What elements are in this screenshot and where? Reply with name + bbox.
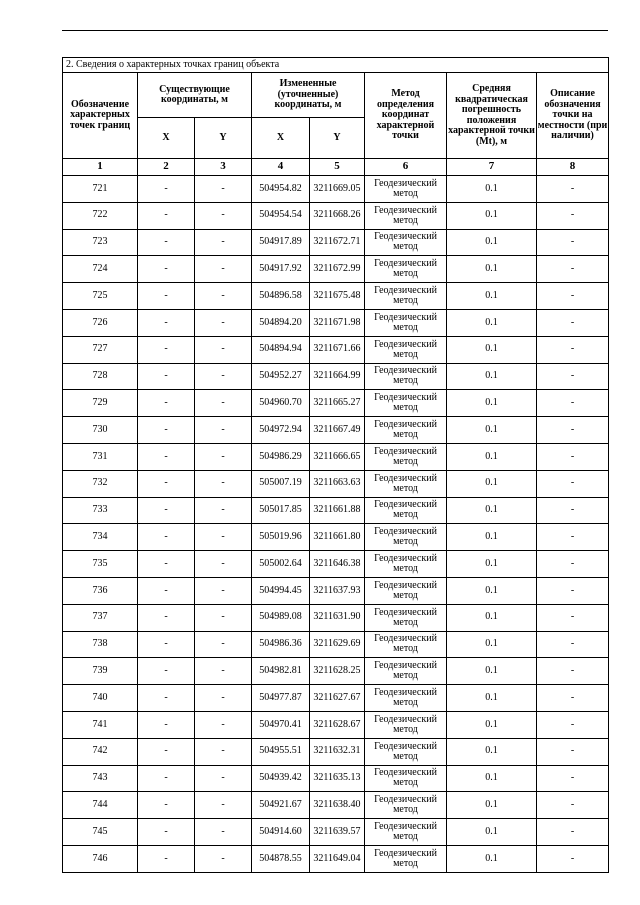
description-cell: - [537,577,609,604]
existing-y-cell: - [195,336,252,363]
table-row [63,283,609,310]
accuracy-cell: 0.1 [447,202,537,229]
table-row [63,819,609,846]
header-row [63,73,609,118]
existing-y-cell: - [195,738,252,765]
description-cell: - [537,390,609,417]
point-cell: 741 [63,711,138,738]
method-cell: Геодезический метод [365,363,447,390]
y-coordinate-cell: 3211672.71 [310,229,365,256]
description-cell: - [537,765,609,792]
table-row [63,604,609,631]
table-row [63,336,609,363]
point-cell: 744 [63,792,138,819]
y-coordinate-cell: 3211669.05 [310,176,365,203]
table-row [63,577,609,604]
x-coordinate-cell: 504972.94 [252,417,310,444]
point-cell: 739 [63,658,138,685]
accuracy-cell: 0.1 [447,819,537,846]
x-coordinate-cell: 504960.70 [252,390,310,417]
table-row [63,363,609,390]
existing-y-cell: - [195,792,252,819]
y-coordinate-cell: 3211639.57 [310,819,365,846]
description-cell: - [537,792,609,819]
description-cell: - [537,524,609,551]
table-row [63,443,609,470]
existing-x-cell: - [138,577,195,604]
table-row [63,176,609,203]
point-cell: 733 [63,497,138,524]
y-coordinate-cell: 3211666.65 [310,443,365,470]
point-cell: 731 [63,443,138,470]
description-cell: - [537,658,609,685]
method-cell: Геодезический метод [365,685,447,712]
method-cell: Геодезический метод [365,845,447,872]
accuracy-cell: 0.1 [447,283,537,310]
accuracy-cell: 0.1 [447,336,537,363]
x-coordinate-cell: 504917.92 [252,256,310,283]
x-coordinate-cell: 504989.08 [252,604,310,631]
point-cell: 725 [63,283,138,310]
point-cell: 740 [63,685,138,712]
table-row [63,470,609,497]
x-coordinate-cell: 504986.29 [252,443,310,470]
y-coordinate-cell: 3211664.99 [310,363,365,390]
accuracy-cell: 0.1 [447,711,537,738]
point-cell: 732 [63,470,138,497]
y-coordinate-cell: 3211635.13 [310,765,365,792]
y-coordinate-cell: 3211629.69 [310,631,365,658]
x-coordinate-cell: 505002.64 [252,551,310,578]
header-changed-y: Y [310,118,365,159]
point-cell: 737 [63,604,138,631]
method-cell: Геодезический метод [365,229,447,256]
x-coordinate-cell: 504917.89 [252,229,310,256]
description-cell: - [537,417,609,444]
y-coordinate-cell: 3211672.99 [310,256,365,283]
point-cell: 735 [63,551,138,578]
description-cell: - [537,256,609,283]
existing-x-cell: - [138,631,195,658]
table-row [63,256,609,283]
existing-y-cell: - [195,176,252,203]
accuracy-cell: 0.1 [447,631,537,658]
column-number: 1 [63,159,138,176]
method-cell: Геодезический метод [365,470,447,497]
accuracy-cell: 0.1 [447,176,537,203]
header-existing-y: Y [195,118,252,159]
table-row [63,711,609,738]
section-title: 2. Сведения о характерных точках границ объекта [63,58,609,73]
description-cell: - [537,604,609,631]
table-row [63,497,609,524]
existing-y-cell: - [195,470,252,497]
description-cell: - [537,363,609,390]
accuracy-cell: 0.1 [447,497,537,524]
section-title-row [63,58,609,73]
accuracy-cell: 0.1 [447,256,537,283]
existing-y-cell: - [195,363,252,390]
boundary-points-table [62,57,609,873]
existing-y-cell: - [195,417,252,444]
x-coordinate-cell: 504939.42 [252,765,310,792]
method-cell: Геодезический метод [365,336,447,363]
existing-x-cell: - [138,470,195,497]
existing-y-cell: - [195,685,252,712]
x-coordinate-cell: 504977.87 [252,685,310,712]
existing-x-cell: - [138,738,195,765]
existing-x-cell: - [138,202,195,229]
point-cell: 726 [63,309,138,336]
y-coordinate-cell: 3211637.93 [310,577,365,604]
table-row [63,685,609,712]
column-number: 5 [310,159,365,176]
method-cell: Геодезический метод [365,631,447,658]
method-cell: Геодезический метод [365,202,447,229]
y-coordinate-cell: 3211665.27 [310,390,365,417]
column-number: 3 [195,159,252,176]
existing-x-cell: - [138,176,195,203]
table-row [63,417,609,444]
accuracy-cell: 0.1 [447,551,537,578]
existing-y-cell: - [195,309,252,336]
method-cell: Геодезический метод [365,738,447,765]
y-coordinate-cell: 3211646.38 [310,551,365,578]
header-changed-coords: Измененные (уточненные) координаты, м [252,73,365,118]
existing-y-cell: - [195,443,252,470]
column-number: 4 [252,159,310,176]
existing-x-cell: - [138,256,195,283]
existing-y-cell: - [195,819,252,846]
header-rule [62,30,608,31]
accuracy-cell: 0.1 [447,363,537,390]
table-row [63,524,609,551]
point-cell: 743 [63,765,138,792]
table-row [63,631,609,658]
point-cell: 729 [63,390,138,417]
table-body [63,176,609,873]
accuracy-cell: 0.1 [447,845,537,872]
existing-x-cell: - [138,497,195,524]
existing-x-cell: - [138,443,195,470]
accuracy-cell: 0.1 [447,792,537,819]
existing-y-cell: - [195,283,252,310]
x-coordinate-cell: 504970.41 [252,711,310,738]
column-number: 2 [138,159,195,176]
header-accuracy: Средняя квадратическая погрешность положения характерной точки (Mt), м [447,73,537,159]
method-cell: Геодезический метод [365,309,447,336]
existing-x-cell: - [138,524,195,551]
accuracy-cell: 0.1 [447,685,537,712]
description-cell: - [537,470,609,497]
existing-x-cell: - [138,845,195,872]
y-coordinate-cell: 3211671.66 [310,336,365,363]
accuracy-cell: 0.1 [447,309,537,336]
table-row [63,551,609,578]
y-coordinate-cell: 3211671.98 [310,309,365,336]
x-coordinate-cell: 505007.19 [252,470,310,497]
existing-y-cell: - [195,658,252,685]
description-cell: - [537,176,609,203]
point-cell: 727 [63,336,138,363]
existing-y-cell: - [195,524,252,551]
y-coordinate-cell: 3211628.25 [310,658,365,685]
accuracy-cell: 0.1 [447,229,537,256]
y-coordinate-cell: 3211632.31 [310,738,365,765]
description-cell: - [537,309,609,336]
description-cell: - [537,819,609,846]
method-cell: Геодезический метод [365,819,447,846]
method-cell: Геодезический метод [365,524,447,551]
y-coordinate-cell: 3211627.67 [310,685,365,712]
y-coordinate-cell: 3211661.88 [310,497,365,524]
table-row [63,658,609,685]
point-cell: 722 [63,202,138,229]
description-cell: - [537,202,609,229]
point-cell: 721 [63,176,138,203]
x-coordinate-cell: 504894.20 [252,309,310,336]
column-number: 7 [447,159,537,176]
column-number: 6 [365,159,447,176]
accuracy-cell: 0.1 [447,524,537,551]
column-number-row [63,159,609,176]
table-row [63,229,609,256]
point-cell: 723 [63,229,138,256]
header-changed-x: X [252,118,310,159]
y-coordinate-cell: 3211668.26 [310,202,365,229]
x-coordinate-cell: 504955.51 [252,738,310,765]
description-cell: - [537,685,609,712]
header-method: Метод определения координат характерной точки [365,73,447,159]
x-coordinate-cell: 504954.54 [252,202,310,229]
description-cell: - [537,738,609,765]
method-cell: Геодезический метод [365,711,447,738]
existing-x-cell: - [138,551,195,578]
x-coordinate-cell: 504952.27 [252,363,310,390]
point-cell: 742 [63,738,138,765]
point-cell: 730 [63,417,138,444]
accuracy-cell: 0.1 [447,738,537,765]
description-cell: - [537,443,609,470]
description-cell: - [537,497,609,524]
x-coordinate-cell: 504954.82 [252,176,310,203]
existing-y-cell: - [195,202,252,229]
existing-x-cell: - [138,819,195,846]
point-cell: 736 [63,577,138,604]
existing-x-cell: - [138,309,195,336]
accuracy-cell: 0.1 [447,470,537,497]
method-cell: Геодезический метод [365,658,447,685]
x-coordinate-cell: 504982.81 [252,658,310,685]
accuracy-cell: 0.1 [447,443,537,470]
method-cell: Геодезический метод [365,390,447,417]
existing-x-cell: - [138,390,195,417]
existing-x-cell: - [138,685,195,712]
existing-x-cell: - [138,792,195,819]
description-cell: - [537,229,609,256]
x-coordinate-cell: 504986.36 [252,631,310,658]
existing-y-cell: - [195,604,252,631]
y-coordinate-cell: 3211628.67 [310,711,365,738]
existing-x-cell: - [138,417,195,444]
method-cell: Геодезический метод [365,551,447,578]
header-description: Описание обозначения точки на местности (при наличии) [537,73,609,159]
table-row [63,845,609,872]
existing-x-cell: - [138,658,195,685]
header-existing-x: X [138,118,195,159]
accuracy-cell: 0.1 [447,604,537,631]
x-coordinate-cell: 504878.55 [252,845,310,872]
existing-y-cell: - [195,497,252,524]
existing-y-cell: - [195,390,252,417]
accuracy-cell: 0.1 [447,390,537,417]
existing-x-cell: - [138,336,195,363]
method-cell: Геодезический метод [365,497,447,524]
method-cell: Геодезический метод [365,256,447,283]
method-cell: Геодезический метод [365,792,447,819]
description-cell: - [537,845,609,872]
table-row [63,792,609,819]
method-cell: Геодезический метод [365,765,447,792]
existing-x-cell: - [138,711,195,738]
existing-x-cell: - [138,604,195,631]
point-cell: 728 [63,363,138,390]
existing-y-cell: - [195,229,252,256]
point-cell: 746 [63,845,138,872]
description-cell: - [537,283,609,310]
y-coordinate-cell: 3211667.49 [310,417,365,444]
header-point-label: Обозначение характерных точек границ [63,73,138,159]
table-row [63,738,609,765]
method-cell: Геодезический метод [365,443,447,470]
accuracy-cell: 0.1 [447,417,537,444]
x-coordinate-cell: 504914.60 [252,819,310,846]
existing-y-cell: - [195,256,252,283]
existing-y-cell: - [195,765,252,792]
method-cell: Геодезический метод [365,176,447,203]
table-row [63,309,609,336]
accuracy-cell: 0.1 [447,765,537,792]
existing-x-cell: - [138,363,195,390]
method-cell: Геодезический метод [365,283,447,310]
method-cell: Геодезический метод [365,604,447,631]
table-row [63,390,609,417]
existing-y-cell: - [195,631,252,658]
x-coordinate-cell: 505017.85 [252,497,310,524]
table-row [63,202,609,229]
existing-y-cell: - [195,711,252,738]
y-coordinate-cell: 3211663.63 [310,470,365,497]
point-cell: 734 [63,524,138,551]
y-coordinate-cell: 3211649.04 [310,845,365,872]
x-coordinate-cell: 505019.96 [252,524,310,551]
existing-x-cell: - [138,229,195,256]
description-cell: - [537,336,609,363]
y-coordinate-cell: 3211638.40 [310,792,365,819]
header-existing-coords: Существующие координаты, м [138,73,252,118]
column-number: 8 [537,159,609,176]
accuracy-cell: 0.1 [447,577,537,604]
point-cell: 724 [63,256,138,283]
table-row [63,765,609,792]
x-coordinate-cell: 504921.67 [252,792,310,819]
point-cell: 745 [63,819,138,846]
point-cell: 738 [63,631,138,658]
accuracy-cell: 0.1 [447,658,537,685]
description-cell: - [537,631,609,658]
existing-y-cell: - [195,845,252,872]
x-coordinate-cell: 504896.58 [252,283,310,310]
existing-x-cell: - [138,283,195,310]
method-cell: Геодезический метод [365,577,447,604]
description-cell: - [537,711,609,738]
x-coordinate-cell: 504894.94 [252,336,310,363]
y-coordinate-cell: 3211661.80 [310,524,365,551]
method-cell: Геодезический метод [365,417,447,444]
existing-x-cell: - [138,765,195,792]
x-coordinate-cell: 504994.45 [252,577,310,604]
description-cell: - [537,551,609,578]
y-coordinate-cell: 3211675.48 [310,283,365,310]
y-coordinate-cell: 3211631.90 [310,604,365,631]
existing-y-cell: - [195,551,252,578]
existing-y-cell: - [195,577,252,604]
